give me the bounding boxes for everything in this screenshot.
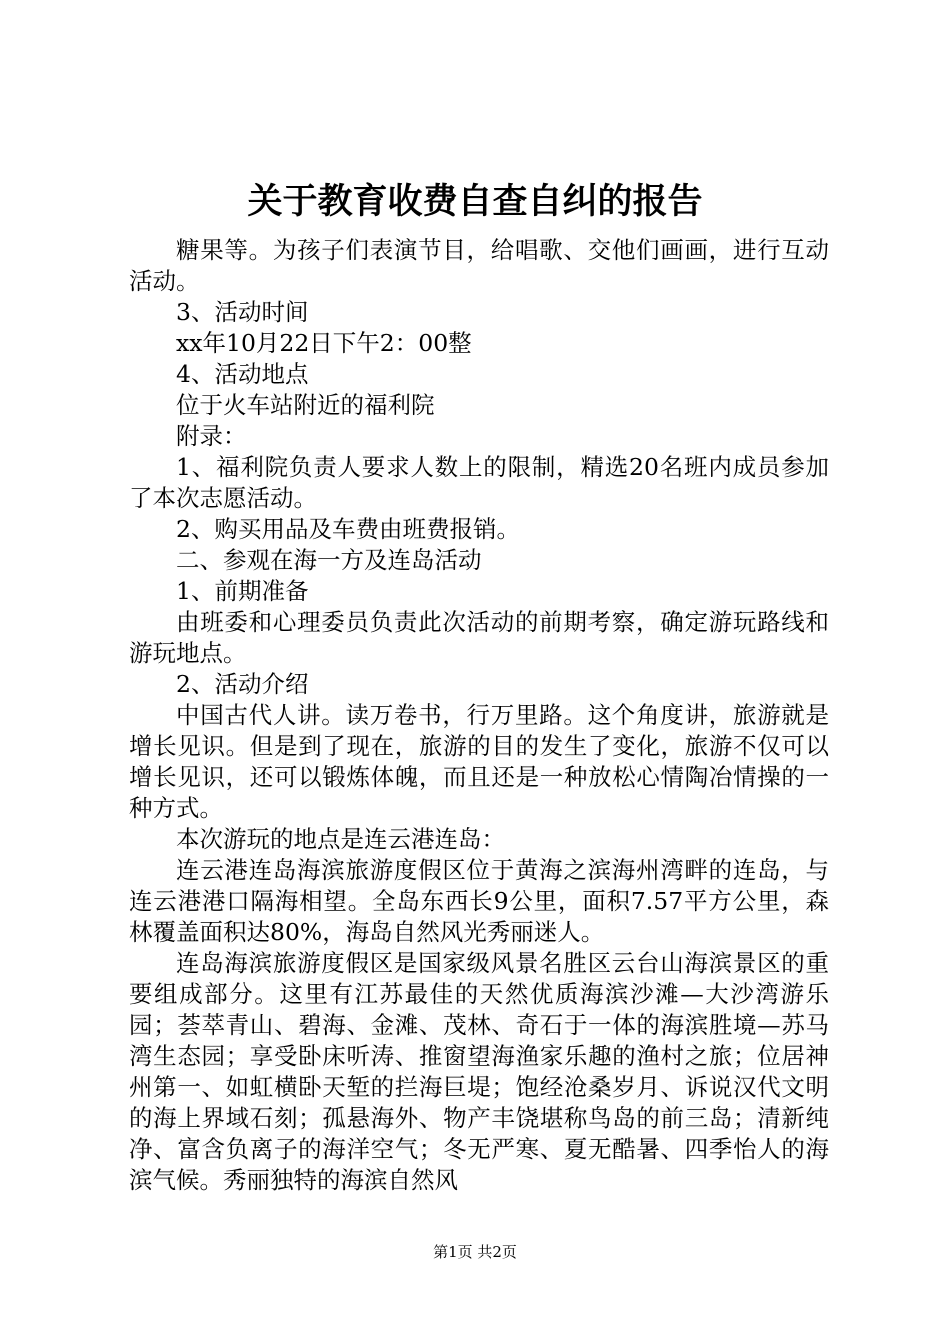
paragraph: 附录： xyxy=(176,422,247,450)
paragraph: 4、活动地点 xyxy=(176,360,309,388)
paragraph: 连云港连岛海滨旅游度假区位于黄海之滨海州湾畔的连岛，与连云港港口隔海相望。全岛东西长9公里，面积7.57平方公里，森林覆盖面积达80%，海岛自然风光秀丽迷人。 xyxy=(129,856,829,946)
paragraph: 由班委和心理委员负责此次活动的前期考察，确定游玩路线和游玩地点。 xyxy=(129,608,829,667)
paragraph: 3、活动时间 xyxy=(176,298,309,326)
paragraph: xx年10月22日下午2：00整 xyxy=(176,329,472,357)
paragraph: 糖果等。为孩子们表演节目，给唱歌、交他们画画，进行互动活动。 xyxy=(129,236,829,295)
paragraph: 连岛海滨旅游度假区是国家级风景名胜区云台山海滨景区的重要组成部分。这里有江苏最佳的天然优质海滨沙滩—大沙湾游乐园；荟萃青山、碧海、金滩、茂林、奇石于一体的海滨胜境—苏马湾生态园；享受卧床听涛、推窗望海渔家乐趣的渔村之旅；位居神州第一、如虹横卧天堑的拦海巨堤；饱经沧桑岁月、诉说汉代文明的海上界域石刻；孤悬海外、物产丰饶堪称鸟岛的前三岛；清新纯净、富含负离子的海洋空气；冬无严寒、夏无酷暑、四季怡人的海滨气候。秀丽独特的海滨自然风 xyxy=(129,949,829,1194)
paragraph: 本次游玩的地点是连云港连岛： xyxy=(176,825,505,853)
paragraph: 二、参观在海一方及连岛活动 xyxy=(176,546,482,574)
paragraph: 2、购买用品及车费由班费报销。 xyxy=(176,515,520,543)
paragraph: 位于火车站附近的福利院 xyxy=(176,391,435,419)
paragraph: 中国古代人讲。读万卷书，行万里路。这个角度讲，旅游就是增长见识。但是到了现在，旅游的目的发生了变化，旅游不仅可以增长见识，还可以锻炼体魄，而且还是一种放松心情陶冶情操的一种方式。 xyxy=(129,701,829,822)
paragraph: 2、活动介绍 xyxy=(176,670,309,698)
page-footer: 第1页 共2页 xyxy=(433,1243,517,1261)
document-body xyxy=(129,235,829,1196)
document-title: 关于教育收费自查自纠的报告 xyxy=(247,182,703,222)
paragraph: 1、福利院负责人要求人数上的限制，精选20名班内成员参加了本次志愿活动。 xyxy=(129,453,829,512)
paragraph: 1、前期准备 xyxy=(176,577,309,605)
